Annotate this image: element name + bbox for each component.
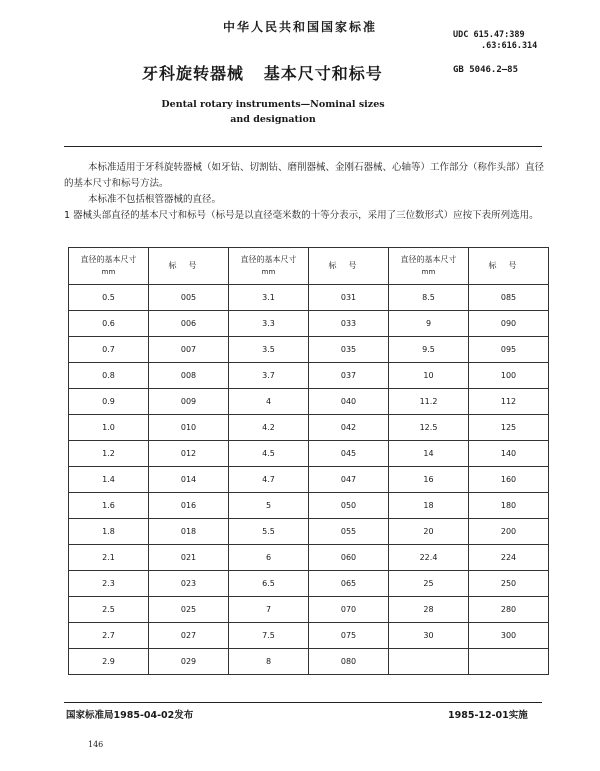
cell-code-2: 080 xyxy=(309,649,389,675)
size-label: 直径的基本尺寸 xyxy=(240,255,297,264)
header-code-col-3: 标号 xyxy=(469,248,549,285)
cell-size-1: 2.3 xyxy=(69,571,149,597)
cell-size-1: 0.6 xyxy=(69,311,149,337)
footer-divider xyxy=(64,702,542,703)
table-row xyxy=(69,493,549,519)
cell-size-2: 3.1 xyxy=(229,285,309,311)
table-row xyxy=(69,441,549,467)
exclusion-paragraph: 本标准不包括根管器械的直径。 xyxy=(88,194,222,205)
gb-standard-number: GB 5046.2—85 xyxy=(453,65,519,75)
cell-size-3: 11.2 xyxy=(389,389,469,415)
cell-code-1: 009 xyxy=(149,389,229,415)
cell-size-3: 28 xyxy=(389,597,469,623)
cell-size-2: 5 xyxy=(229,493,309,519)
cell-code-3: 125 xyxy=(469,415,549,441)
udc-line-2: .63:616.314 xyxy=(481,41,538,51)
cell-code-2: 070 xyxy=(309,597,389,623)
cell-code-2: 033 xyxy=(309,311,389,337)
size-designation-table xyxy=(68,247,549,675)
table-header-row xyxy=(69,248,549,285)
cell-code-2: 031 xyxy=(309,285,389,311)
cell-code-3: 250 xyxy=(469,571,549,597)
cell-size-3 xyxy=(389,649,469,675)
header-divider xyxy=(64,146,542,147)
cell-size-3: 10 xyxy=(389,363,469,389)
cell-code-3: 300 xyxy=(469,623,549,649)
cell-size-2: 3.7 xyxy=(229,363,309,389)
cell-code-2: 055 xyxy=(309,519,389,545)
clause-1-paragraph: 1 器械头部直径的基本尺寸和标号（标号是以直径毫米数的十等分表示，采用了三位数形式）应按下表所列选用。 xyxy=(64,210,539,221)
cell-code-2: 040 xyxy=(309,389,389,415)
cell-code-1: 006 xyxy=(149,311,229,337)
cell-code-3: 090 xyxy=(469,311,549,337)
cell-size-2: 6 xyxy=(229,545,309,571)
cell-code-2: 047 xyxy=(309,467,389,493)
cell-code-3: 224 xyxy=(469,545,549,571)
cell-code-2: 065 xyxy=(309,571,389,597)
cell-size-3: 9 xyxy=(389,311,469,337)
table-row xyxy=(69,311,549,337)
cell-size-1: 1.2 xyxy=(69,441,149,467)
cell-code-3: 095 xyxy=(469,337,549,363)
cell-size-1: 1.6 xyxy=(69,493,149,519)
cell-code-1: 029 xyxy=(149,649,229,675)
publish-date: 国家标准局1985-04-02发布 xyxy=(66,710,194,721)
cell-code-3: 280 xyxy=(469,597,549,623)
table-row xyxy=(69,519,549,545)
cell-size-1: 1.4 xyxy=(69,467,149,493)
cell-code-1: 016 xyxy=(149,493,229,519)
cell-code-3: 085 xyxy=(469,285,549,311)
cell-size-3: 14 xyxy=(389,441,469,467)
document-title-chinese: 牙科旋转器械 基本尺寸和标号 xyxy=(142,64,383,83)
table-row xyxy=(69,389,549,415)
cell-size-3: 25 xyxy=(389,571,469,597)
cell-code-3: 160 xyxy=(469,467,549,493)
cell-size-1: 2.9 xyxy=(69,649,149,675)
cell-code-1: 007 xyxy=(149,337,229,363)
table-row xyxy=(69,467,549,493)
scope-paragraph: 本标准适用于牙科旋转器械（如牙钻、切割钻、磨削器械、金刚石器械、心轴等）工作部分（称作头部）直径的基本尺寸和标号方法。 xyxy=(64,162,545,189)
cell-size-3: 20 xyxy=(389,519,469,545)
cell-size-1: 1.0 xyxy=(69,415,149,441)
cell-code-1: 005 xyxy=(149,285,229,311)
header-size-col-1 xyxy=(69,248,149,285)
cell-code-2: 037 xyxy=(309,363,389,389)
header-size-col-2 xyxy=(229,248,309,285)
table-row xyxy=(69,363,549,389)
cell-code-1: 008 xyxy=(149,363,229,389)
size-label: 直径的基本尺寸 xyxy=(400,255,457,264)
cell-code-1: 010 xyxy=(149,415,229,441)
cell-size-2: 6.5 xyxy=(229,571,309,597)
table-row xyxy=(69,571,549,597)
cell-size-1: 2.7 xyxy=(69,623,149,649)
cell-code-3: 100 xyxy=(469,363,549,389)
cell-code-1: 025 xyxy=(149,597,229,623)
cell-size-1: 0.5 xyxy=(69,285,149,311)
document-title-english xyxy=(108,97,438,127)
cell-code-3: 180 xyxy=(469,493,549,519)
cell-code-1: 018 xyxy=(149,519,229,545)
title-en-line-2: and designation xyxy=(230,114,316,125)
table-row xyxy=(69,285,549,311)
cell-code-2: 060 xyxy=(309,545,389,571)
table-body xyxy=(69,285,549,675)
cell-code-2: 045 xyxy=(309,441,389,467)
cell-size-3: 16 xyxy=(389,467,469,493)
cell-size-2: 4.2 xyxy=(229,415,309,441)
cell-size-1: 2.1 xyxy=(69,545,149,571)
cell-size-1: 1.8 xyxy=(69,519,149,545)
header-code-col-1: 标号 xyxy=(149,248,229,285)
title-en-line-1: Dental rotary instruments—Nominal sizes xyxy=(161,99,385,110)
cell-size-2: 5.5 xyxy=(229,519,309,545)
table-row xyxy=(69,545,549,571)
cell-size-2: 4 xyxy=(229,389,309,415)
page-number: 146 xyxy=(88,740,104,749)
cell-code-2: 075 xyxy=(309,623,389,649)
cell-code-2: 035 xyxy=(309,337,389,363)
udc-classification xyxy=(453,30,537,52)
cell-size-2: 4.7 xyxy=(229,467,309,493)
cell-code-3 xyxy=(469,649,549,675)
cell-code-3: 112 xyxy=(469,389,549,415)
table-row xyxy=(69,597,549,623)
unit-label: mm xyxy=(421,268,436,276)
cell-size-1: 0.8 xyxy=(69,363,149,389)
cell-size-2: 3.3 xyxy=(229,311,309,337)
implementation-date: 1985-12-01实施 xyxy=(448,710,528,721)
cell-code-1: 021 xyxy=(149,545,229,571)
cell-size-2: 4.5 xyxy=(229,441,309,467)
unit-label: mm xyxy=(261,268,276,276)
cell-size-2: 8 xyxy=(229,649,309,675)
unit-label: mm xyxy=(101,268,116,276)
cell-size-1: 2.5 xyxy=(69,597,149,623)
cell-code-1: 023 xyxy=(149,571,229,597)
table-row xyxy=(69,337,549,363)
cell-size-3: 12.5 xyxy=(389,415,469,441)
udc-line-1: UDC 615.47:389 xyxy=(453,30,525,40)
cell-code-1: 012 xyxy=(149,441,229,467)
table-row xyxy=(69,415,549,441)
header-code-col-2: 标号 xyxy=(309,248,389,285)
cell-code-3: 140 xyxy=(469,441,549,467)
cell-size-3: 22.4 xyxy=(389,545,469,571)
cell-size-3: 8.5 xyxy=(389,285,469,311)
cell-size-3: 9.5 xyxy=(389,337,469,363)
cell-size-2: 3.5 xyxy=(229,337,309,363)
cell-code-2: 042 xyxy=(309,415,389,441)
header-size-col-3 xyxy=(389,248,469,285)
cell-code-1: 027 xyxy=(149,623,229,649)
cell-size-1: 0.9 xyxy=(69,389,149,415)
size-label: 直径的基本尺寸 xyxy=(80,255,137,264)
table-row xyxy=(69,649,549,675)
standard-org-header: 中华人民共和国国家标准 xyxy=(222,20,377,34)
cell-code-3: 200 xyxy=(469,519,549,545)
cell-size-1: 0.7 xyxy=(69,337,149,363)
table-row xyxy=(69,623,549,649)
cell-size-2: 7 xyxy=(229,597,309,623)
cell-size-2: 7.5 xyxy=(229,623,309,649)
cell-code-2: 050 xyxy=(309,493,389,519)
cell-code-1: 014 xyxy=(149,467,229,493)
cell-size-3: 18 xyxy=(389,493,469,519)
cell-size-3: 30 xyxy=(389,623,469,649)
